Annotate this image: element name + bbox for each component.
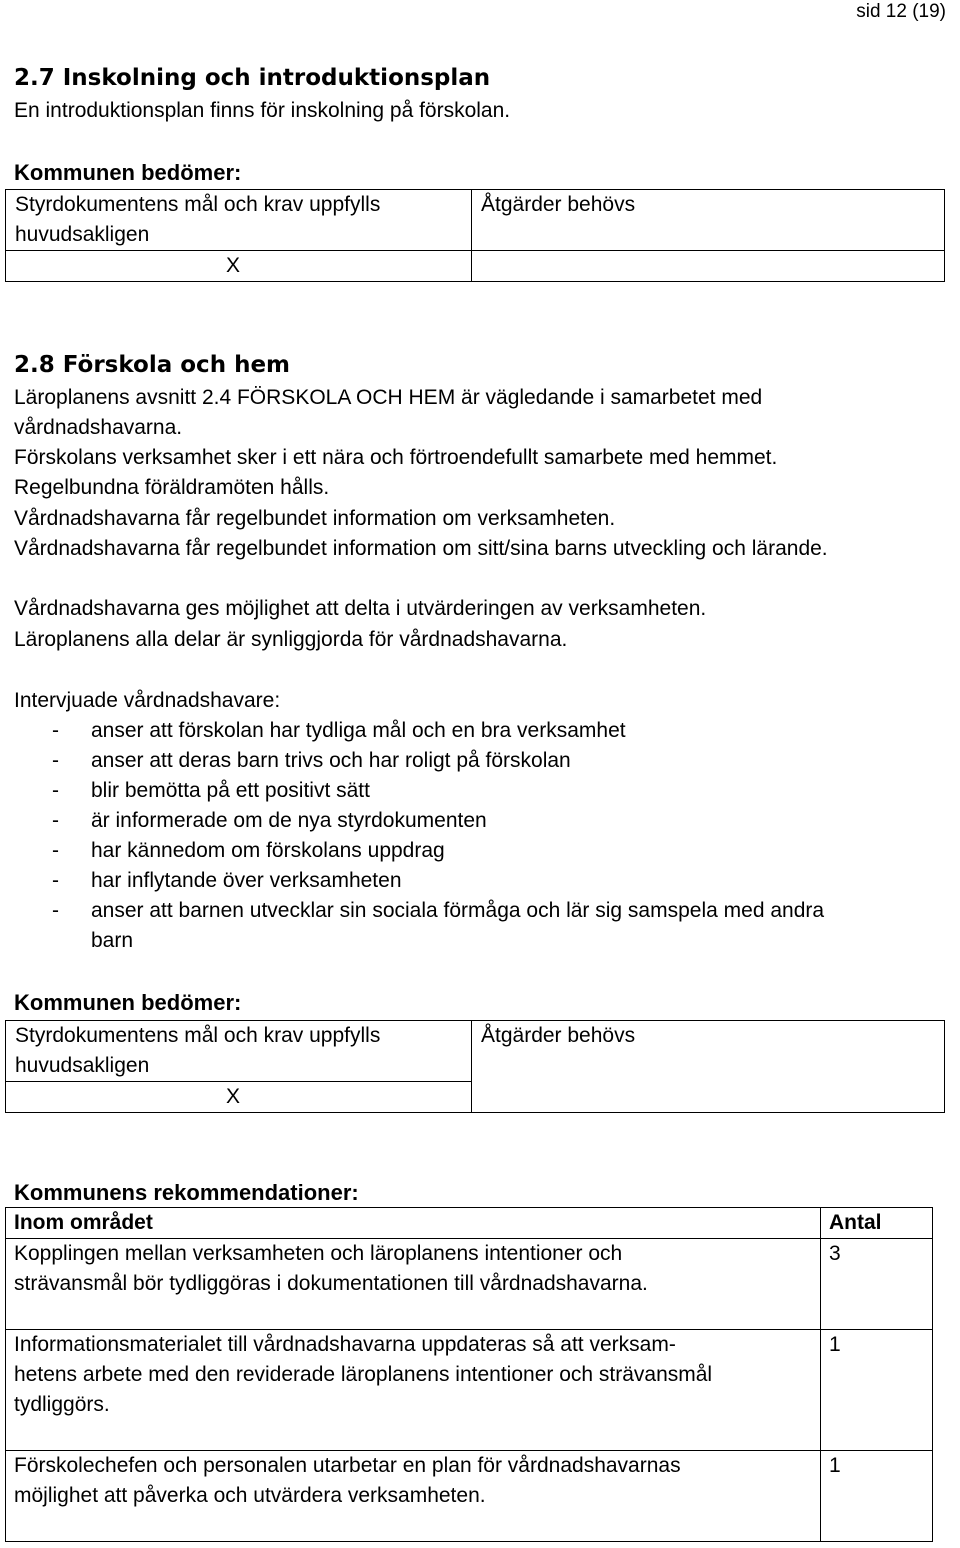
- section-line: Vårdnadshavarna får regelbundet information om verksamheten.: [14, 507, 616, 530]
- recommendation-count: 1: [821, 1451, 933, 1542]
- assessment-col2: Åtgärder behövs: [472, 1021, 945, 1113]
- interview-intro: Intervjuade vårdnadshavare:: [14, 689, 281, 712]
- recommendation-text: Kopplingen mellan verksamheten och läroplanens intentioner och strävansmål bör tydliggöras i dokumentationen till vårdnadshavarna.: [6, 1239, 821, 1330]
- table-row: [6, 1451, 933, 1542]
- assessment-col1: Styrdokumentens mål och krav uppfylls huvudsakligen: [6, 190, 472, 251]
- section-line: Vårdnadshavarna ges möjlighet att delta i utvärderingen av verksamheten.: [14, 597, 707, 620]
- bullet: -: [52, 899, 59, 922]
- bullet: -: [52, 869, 59, 892]
- page-number: sid 12 (19): [856, 1, 946, 22]
- bullet: -: [52, 839, 59, 862]
- header-count: Antal: [821, 1208, 933, 1239]
- assessment-label-1: Kommunen bedömer:: [14, 160, 242, 185]
- assessment-col1: Styrdokumentens mål och krav uppfylls huvudsakligen: [6, 1021, 472, 1082]
- bullet: -: [52, 719, 59, 742]
- assessment-mark: X: [6, 251, 472, 282]
- recommendation-text: Förskolechefen och personalen utarbetar en plan för vårdnadshavarnas möjlighet att påverka och utvärdera verksamheten.: [6, 1451, 821, 1542]
- section-heading-2-7: 2.7 Inskolning och introduktionsplan: [14, 65, 491, 91]
- section-text-2-7: En introduktionsplan finns för inskolning på förskolan.: [14, 99, 511, 122]
- recommendations-label: Kommunens rekommendationer:: [14, 1180, 359, 1205]
- bullet: -: [52, 809, 59, 832]
- list-item: - anser att deras barn trivs och har roligt på förskolan: [14, 746, 934, 776]
- bullet: -: [52, 749, 59, 772]
- list-item: - är informerade om de nya styrdokumenten: [14, 806, 934, 836]
- recommendation-count: 1: [821, 1330, 933, 1451]
- section-heading-2-8: 2.8 Förskola och hem: [14, 352, 291, 378]
- recommendation-count: 3: [821, 1239, 933, 1330]
- section-line: Vårdnadshavarna får regelbundet information om sitt/sina barns utveckling och lärande.: [14, 537, 828, 560]
- section-line: Regelbundna föräldramöten hålls.: [14, 476, 330, 499]
- list-item: - har inflytande över verksamheten: [14, 866, 934, 896]
- section-line: Läroplanens alla delar är synliggjorda för vårdnadshavarna.: [14, 628, 568, 651]
- assessment-mark: X: [6, 1082, 472, 1113]
- assessment-label-2: Kommunen bedömer:: [14, 990, 242, 1015]
- list-item: - blir bemötta på ett positivt sätt: [14, 776, 934, 806]
- list-item: - anser att barnen utvecklar sin sociala förmåga och lär sig samspela med andra barn: [14, 896, 861, 956]
- section-line: Läroplanens avsnitt 2.4 FÖRSKOLA OCH HEM är vägledande i samarbetet med vårdnadshavarna.: [14, 386, 763, 439]
- recommendation-text: Informationsmaterialet till vårdnadshavarna uppdateras så att verksam-hetens arbete med den reviderade läroplanens intentioner och strävansmål tydliggörs.: [6, 1330, 821, 1451]
- assessment-empty-cell: [472, 251, 945, 282]
- bullet: -: [52, 779, 59, 802]
- list-item: - har kännedom om förskolans uppdrag: [14, 836, 934, 866]
- assessment-table-1: [5, 189, 945, 282]
- table-row: [6, 1239, 933, 1330]
- recommendations-table: [5, 1207, 933, 1542]
- assessment-col2: Åtgärder behövs: [472, 190, 945, 251]
- interview-list: [14, 716, 934, 956]
- assessment-table-2: [5, 1020, 945, 1113]
- list-item: - anser att förskolan har tydliga mål och en bra verksamhet: [14, 716, 934, 746]
- table-row: [6, 1330, 933, 1451]
- header-area: Inom området: [6, 1208, 821, 1239]
- section-line: Förskolans verksamhet sker i ett nära och förtroendefullt samarbete med hemmet.: [14, 446, 778, 469]
